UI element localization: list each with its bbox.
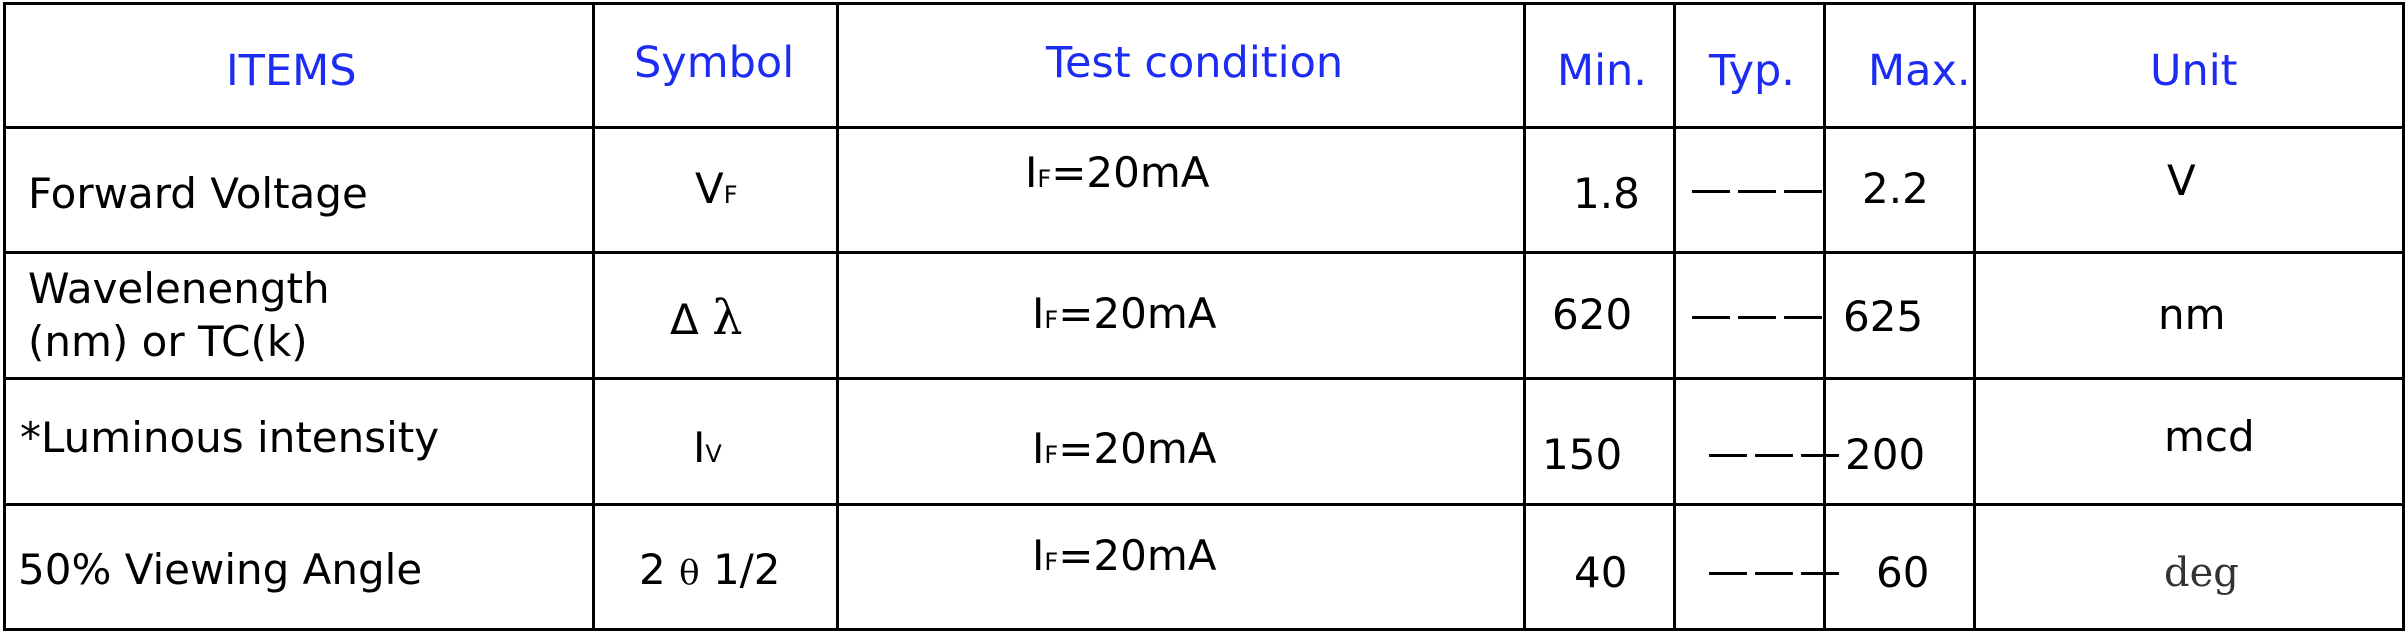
row1-max: 2.2: [1862, 164, 1929, 213]
row4-test-condition: IF=20mA: [1032, 531, 1217, 580]
row4-typ: ———: [1707, 546, 1845, 595]
table-border-bottom: [3, 628, 2405, 631]
header-typ: Typ.: [1709, 46, 1795, 96]
row1-test-condition: IF=20mA: [1025, 148, 1210, 197]
row4-max: 60: [1876, 548, 1930, 597]
header-unit: Unit: [2150, 46, 2238, 96]
row4-unit: deg: [2164, 550, 2239, 596]
row1-item: Forward Voltage: [28, 169, 368, 218]
row3-test-condition: IF=20mA: [1032, 424, 1217, 473]
row2-min: 620: [1552, 290, 1633, 339]
row4-item: 50% Viewing Angle: [18, 545, 423, 594]
row2-unit: nm: [2158, 290, 2226, 339]
column-divider: [1673, 2, 1676, 630]
column-divider: [836, 2, 839, 630]
row3-item: *Luminous intensity: [20, 413, 440, 462]
header-max: Max.: [1868, 46, 1971, 96]
row2-typ: ———: [1690, 290, 1828, 339]
header-items: ITEMS: [226, 46, 357, 96]
header-symbol: Symbol: [634, 38, 795, 88]
row1-typ: ———: [1690, 164, 1828, 213]
row2-test-condition: IF=20mA: [1032, 289, 1217, 338]
row3-typ: ———: [1707, 428, 1845, 477]
table-border-top: [3, 2, 2405, 5]
row4-symbol: 2 θ 1/2: [639, 545, 781, 594]
row3-symbol: IV: [693, 423, 722, 472]
table-border-right: [2402, 2, 2405, 630]
header-test-condition: Test condition: [1046, 38, 1344, 88]
row2-max: 625: [1843, 292, 1924, 341]
row1-min: 1.8: [1573, 169, 1640, 218]
column-divider: [592, 2, 595, 630]
row3-max: 200: [1845, 430, 1926, 479]
row2-item-line1: Wavelenength: [28, 264, 330, 313]
header-min: Min.: [1557, 46, 1647, 96]
row3-unit: mcd: [2164, 412, 2255, 461]
row4-min: 40: [1574, 548, 1628, 597]
row2-symbol: Δ λ: [670, 290, 743, 346]
row1-unit: V: [2167, 156, 2196, 205]
row-divider: [3, 377, 2405, 380]
table-border-left: [3, 2, 6, 630]
row-divider: [3, 126, 2405, 129]
row-divider: [3, 503, 2405, 506]
column-divider: [1523, 2, 1526, 630]
row-divider: [3, 251, 2405, 254]
row2-item-line2: (nm) or TC(k): [28, 317, 308, 366]
row1-symbol: VF: [695, 164, 738, 213]
row3-min: 150: [1542, 430, 1623, 479]
column-divider: [1973, 2, 1976, 630]
